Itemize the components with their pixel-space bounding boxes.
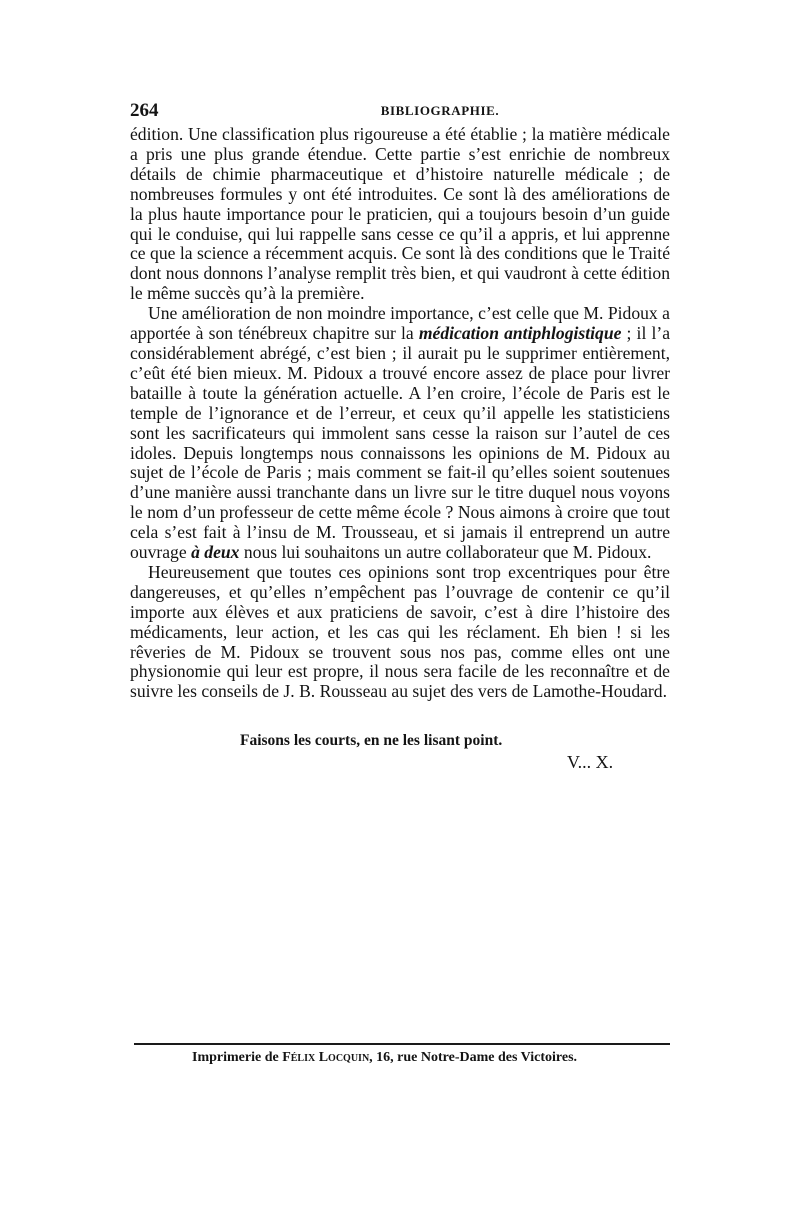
paragraph-pidoux-critique: [130, 304, 670, 563]
text-run: nous lui souhaitons un autre collaborateur que M. Pidoux.: [239, 542, 652, 563]
text-run: Une amélioration de non moindre importance, c’est celle que M. Pidoux a apportée à son ténébreux chapitre sur la: [130, 303, 670, 344]
body-text: [130, 125, 670, 702]
text-run: ; il l’a considérablement abrégé, c’est bien ; il aurait pu le supprimer entièrement, c’eût été bien mieux. M. Pidoux a trouvé encore assez de place pour livrer bataille à toute la génération actuelle. A l’en croire, l’école de Paris est le temple de l’ignorance et de l’erreur, et ceux qu’il appelle les statisticiens sont les sacrificateurs qui immolent sans cesse la raison sur l’autel de ces idoles. Depuis longtemps nous connaissons les opinions de M. Pidoux au sujet de l’école de Paris ; mais comment se fait-il qu’elles soient soutenues d’une manière aussi tranchante dans un livre sur le titre duquel nous voyons le nom d’un professeur de cette même école ? Nous aimons à croire que tout cela s’est fait à l’insu de M. Trousseau, et si jamais il entreprend un autre ouvrage: [130, 323, 671, 563]
page-number: 264: [130, 100, 159, 121]
italic-phrase: à deux: [191, 542, 240, 563]
paragraph-continuation: [130, 125, 670, 304]
printer-imprint: [192, 1050, 577, 1066]
author-signature: V... X.: [567, 752, 614, 772]
running-head: BIBLIOGRAPHIE.: [380, 103, 500, 118]
printer-name: Félix Locquin: [282, 1050, 370, 1065]
italic-phrase: médication antiphlogistique: [418, 323, 622, 344]
text-run: édition. Une classification plus rigoureuse a été établie ; la matière médicale a pris une plus grande étendue. Cette partie s’est enrichie de nombreux détails de chimie pharmaceutique et d’histoire naturelle médicale ; de nombreuses formules y ont été introduites. Ce sont là des améliorations de la plus haute importance pour le praticien, qui a toujours besoin d’un guide qui le conduise, qui lui rappelle sans cesse ce qu’il a appris, et lui apprenne ce que la science a récemment acquis. Ce sont là des conditions que le Traité dont nous donnons l’analyse remplit très bien, et qui vaudront à cette édition le même succès qu’à la première.: [130, 124, 670, 304]
text-run: Heureusement que toutes ces opinions sont trop excentriques pour être dangereuses, et qu’elles n’empêchent pas l’ouvrage de contenir ce qu’il importe aux élèves et aux praticiens de savoir, c’est à dire l’histoire des médicaments, leur action, et les cas qui les réclament. Eh bien ! si les rêveries de M. Pidoux se trouvent sous nos pas, comme elles ont une physionomie qui leur est propre, il nous sera facile de les reconnaître et de suivre les conseils de J. B. Rousseau au sujet des vers de Lamothe-Houdard.: [130, 561, 670, 702]
paragraph-conclusion: [130, 563, 670, 702]
quoted-verse: Faisons les courts, en ne les lisant point.: [240, 732, 503, 749]
imprint-address: , 16, rue Notre-Dame des Victoires.: [369, 1050, 578, 1065]
imprint-prefix: Imprimerie de: [192, 1050, 283, 1065]
page-header: [130, 100, 670, 124]
footer-rule: [134, 1043, 670, 1045]
